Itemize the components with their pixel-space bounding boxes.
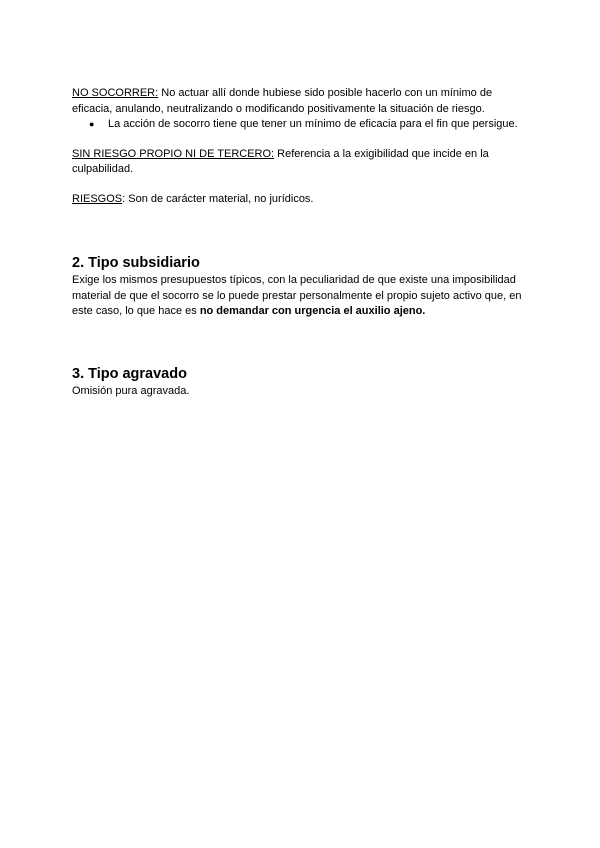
riesgos-paragraph xyxy=(72,192,532,208)
bullet-text: La acción de socorro tiene que tener un mínimo de eficacia para el fin que persigue. xyxy=(108,118,518,130)
no-socorrer-text: No actuar allí donde hubiese sido posible hacerlo con un mínimo de eficacia, anulando, neutralizando o modificando positivamente la situación de riesgo. xyxy=(72,87,493,115)
list-item xyxy=(72,117,532,133)
tipo-subsidiario-bold: no demandar con urgencia el auxilio ajeno. xyxy=(199,305,426,317)
tipo-subsidiario-paragraph xyxy=(72,273,532,320)
heading-tipo-agravado: 3. Tipo agravado xyxy=(72,365,187,382)
heading-tipo-subsidiario: 2. Tipo subsidiario xyxy=(72,255,200,271)
document-page xyxy=(72,86,532,399)
bullet-list xyxy=(72,117,532,133)
bullet-icon: ● xyxy=(89,119,95,129)
sin-riesgo-term: SIN RIESGO PROPIO NI DE TERCERO: xyxy=(72,147,275,160)
no-socorrer-paragraph xyxy=(72,86,532,117)
tipo-subsidiario-text: Exige los mismos presupuestos típicos, con la peculiaridad de que existe una imposibilidad material de que el socorro se lo puede prestar personalmente el propio sujeto activo que, en este caso, lo que hace es xyxy=(72,274,522,317)
sin-riesgo-text: Referencia a la exigibilidad que incide en la culpabilidad. xyxy=(72,147,489,175)
sin-riesgo-paragraph xyxy=(72,147,532,178)
riesgos-term: RIESGOS xyxy=(72,192,123,205)
no-socorrer-term: NO SOCORRER: xyxy=(72,87,159,99)
tipo-agravado-paragraph: Omisión pura agravada. xyxy=(72,384,190,397)
riesgos-text: : Son de carácter material, no jurídicos. xyxy=(122,192,314,205)
